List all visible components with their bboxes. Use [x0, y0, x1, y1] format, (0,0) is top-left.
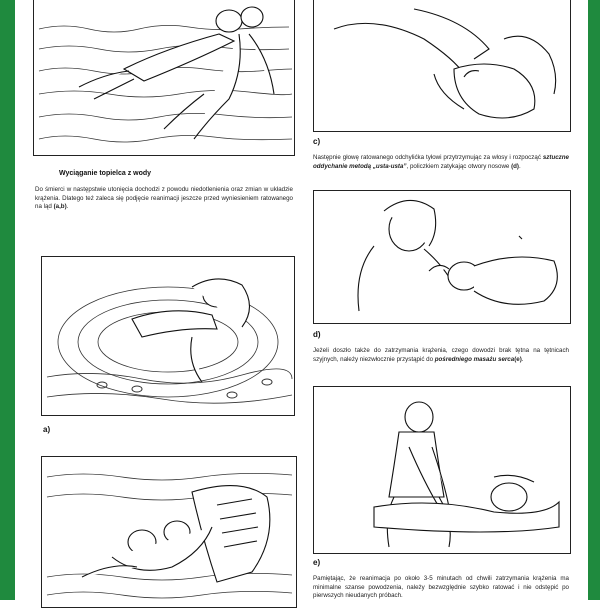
caption-title: Wyciąganie topielca z wody — [59, 170, 152, 177]
illustration-d — [313, 190, 571, 324]
paragraph-d-ref: (e) — [514, 355, 522, 363]
intro-paragraph — [35, 186, 293, 212]
poster-page — [15, 0, 588, 600]
drawing-rescue-with-float — [42, 457, 296, 607]
paragraph-c-text-after: , policzkiem zatykając otwory nosowe — [406, 162, 512, 170]
illustration-a — [41, 256, 295, 416]
paragraph-d-end: . — [521, 355, 524, 363]
intro-text-after: . — [66, 203, 69, 211]
green-frame-right — [588, 0, 600, 600]
drawing-head-tilt — [314, 0, 570, 131]
label-a: a) — [43, 425, 51, 434]
drawing-chest-compressions — [314, 387, 570, 553]
intro-ref: (a,b) — [53, 203, 67, 211]
illustration-c — [313, 0, 571, 132]
illustration-pulling-from-water — [33, 0, 295, 156]
paragraph-c-ref: (d) — [511, 162, 519, 170]
paragraph-e: Pamiętając, że reanimacja po około 3-5 minutach od chwili zatrzymania krążenia ma minimalne szanse powodzenia, należy bezwzględnie szybko ratować i nie odstępić po pierwszych nieudanych próbach. — [313, 575, 569, 600]
paragraph-d-text-before: Jeżeli doszło także do zatrzymania krążenia, czego dowodzi brak tętna na tętnicach szyjnych, należy niezwłocznie przystąpić do — [313, 347, 569, 363]
label-d: d) — [313, 330, 321, 339]
paragraph-d-emph-italic: pośredniego masażu serca — [434, 355, 515, 363]
drawing-rescue-breathing-in-water — [42, 257, 294, 415]
paragraph-d — [313, 347, 569, 364]
paragraph-c-end: . — [518, 162, 521, 170]
paragraph-c-text-before: Następnie głowę ratowanego odchylićka tyłowi przytrzymując za włosy i rozpocząć — [313, 154, 543, 161]
green-frame-left — [0, 0, 15, 600]
label-c: c) — [313, 137, 321, 146]
illustration-e — [313, 386, 571, 554]
paragraph-c-emph-italic: sztuczne oddychanie metodą „usta-usta” — [313, 154, 569, 170]
paragraph-d-emph — [435, 356, 514, 363]
intro-text-before: Do śmierci w następstwie utonięcia dochodzi z powodu niedotlenienia oraz zmian w układzie krążenia. Dlatego też zaleca się podjęcie reanimacji jeszcze przed wyniesieniem ratowanego na ląd — [35, 186, 293, 211]
drawing-mouth-to-mouth — [314, 191, 570, 323]
drawing-swimmer-towing — [34, 0, 294, 155]
paragraph-c — [313, 154, 569, 171]
illustration-b — [41, 456, 297, 608]
label-e: e) — [313, 558, 321, 567]
